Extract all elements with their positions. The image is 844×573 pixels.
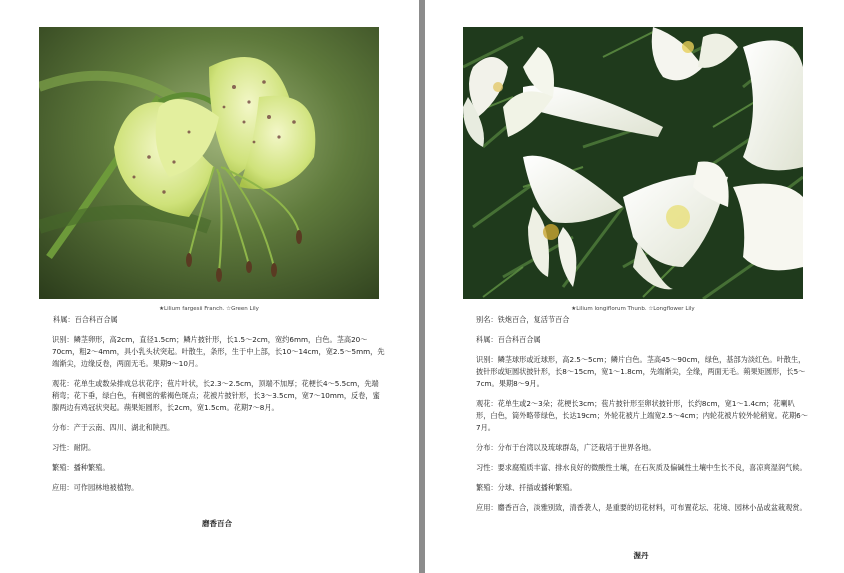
use-paragraph: 应用：可作园林地被植物。 <box>52 483 139 492</box>
photo-caption: ★Lilium fargesii Franch. ☆Green Lily <box>159 306 259 312</box>
alias-line: 别名：铁炮百合，复活节百合 <box>476 315 570 324</box>
green-lily-photo <box>39 27 379 299</box>
habit-paragraph: 习性：耐阴。 <box>52 443 96 452</box>
photo-caption: ★Lilium longiflorum Thunb. ☆Longflower Lily <box>571 306 695 312</box>
right-page <box>425 0 844 573</box>
identification-paragraph: 识别：鳞茎球形或近球形，高2.5～5cm；鳞片白色。茎高45～90cm，绿色，基部为淡红色。叶散生，披针形或矩圆状披针形，长8～15cm，宽1～1.8cm，先端渐尖，全缘，两面无毛。蒴果矩圆形，长5～7cm。果期8～9月。 <box>476 355 806 388</box>
flower-paragraph: 观花：花单生或数朵排成总状花序；苞片叶状，长2.3～2.5cm，顶端不加厚；花梗长4～5.5cm，先端稍弯；花下垂，绿白色，有稠密的紫褐色斑点；花被片披针形，长3～3.5cm，宽7～10mm，反卷，蜜腺两边有鸡冠状突起。蒴果矩圆形，长2cm，宽1.5cm。花期7～8月。 <box>52 379 380 412</box>
habit-paragraph: 习性：要求腐殖质丰富、排水良好的微酸性土壤，在石灰质及偏碱性土壤中生长不良，喜凉爽湿润气候。 <box>476 463 807 472</box>
green-lily-illustration <box>39 27 379 299</box>
species-description <box>41 314 385 502</box>
white-lily-illustration <box>463 27 803 299</box>
left-page <box>0 0 419 573</box>
distribution-paragraph: 分布：分布于台湾以及琉球群岛，广泛栽培于世界各地。 <box>476 443 656 452</box>
family-line: 科属：百合科百合属 <box>476 335 541 344</box>
use-paragraph: 应用：麝香百合，淡雅别致，清香袭人，是重要的切花材料，可布置花坛、花境、园林小品或盆栽观赏。 <box>476 503 807 512</box>
family-line: 科属：百合科百合属 <box>53 315 118 324</box>
white-lily-photo <box>463 27 803 299</box>
propagation-paragraph: 繁殖：播种繁殖。 <box>52 463 110 472</box>
next-species-title: 渥丹 <box>633 551 649 560</box>
propagation-paragraph: 繁殖：分球、扦插或播种繁殖。 <box>476 483 577 492</box>
species-description <box>465 314 809 522</box>
distribution-paragraph: 分布：产于云南、四川、湖北和陕西。 <box>52 423 175 432</box>
flower-paragraph: 观花：花单生或2～3朵；花梗长3cm；苞片披针形至卵状披针形，长约8cm，宽1～1.4cm；花喇叭形，白色，筒外略带绿色，长达19cm；外轮花被片上端宽2.5～4cm；内轮花被片较外轮稍宽。花期6～7月。 <box>476 399 808 432</box>
next-species-title: 磨香百合 <box>202 519 232 528</box>
identification-paragraph: 识别：鳞茎卵形，高2cm，直径1.5cm；鳞片披针形，长1.5～2cm，宽约6mm，白色。茎高20～70cm，粗2～4mm，具小乳头状突起。叶散生，条形，生于中上部，长10～14cm，宽2.5～5mm，先端渐尖，边缘反卷，两面无毛。果期9～10月。 <box>52 335 385 368</box>
